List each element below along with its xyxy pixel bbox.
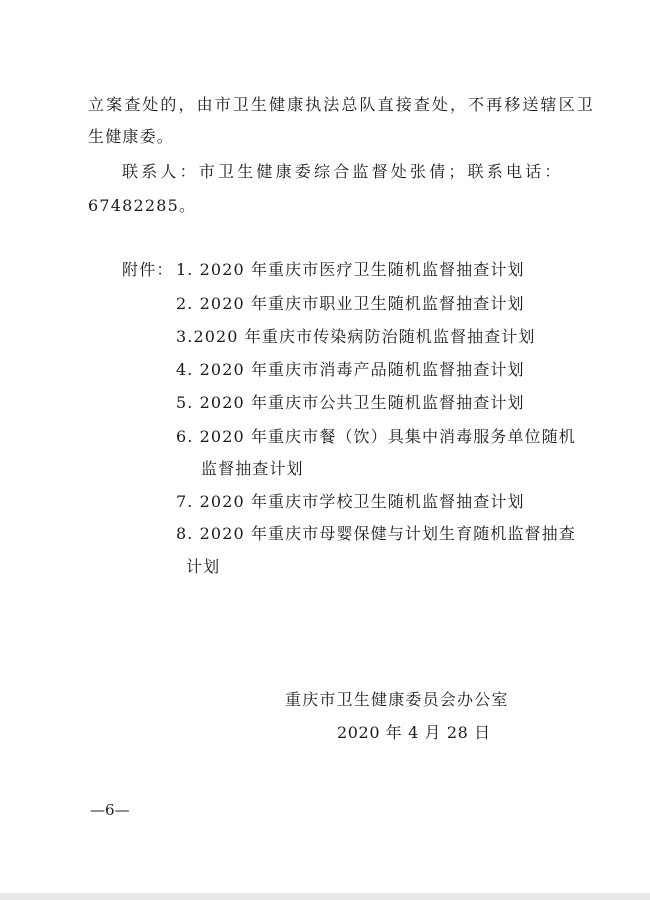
attachment-item-6: 6. 2020 年重庆市餐（饮）具集中消毒服务单位随机 bbox=[176, 427, 576, 446]
attachments-label: 附件： bbox=[122, 260, 174, 279]
page-bottom-edge bbox=[0, 893, 650, 900]
attachment-item-7: 7. 2020 年重庆市学校卫生随机监督抽查计划 bbox=[176, 492, 525, 511]
body-paragraph-1-line-2: 生健康委。 bbox=[88, 127, 175, 146]
attachment-item-6-continuation: 监督抽查计划 bbox=[201, 459, 304, 478]
page-number: —6— bbox=[90, 801, 130, 819]
signature-organization: 重庆市卫生健康委员会办公室 bbox=[285, 690, 509, 709]
contact-phone: 67482285。 bbox=[88, 196, 197, 215]
attachment-item-2: 2. 2020 年重庆市职业卫生随机监督抽查计划 bbox=[176, 294, 525, 313]
body-paragraph-1-line-1: 立案查处的，由市卫生健康执法总队直接查处，不再移送辖区卫 bbox=[88, 95, 595, 114]
attachment-item-5: 5. 2020 年重庆市公共卫生随机监督抽查计划 bbox=[176, 393, 525, 412]
signature-date: 2020 年 4 月 28 日 bbox=[337, 723, 491, 742]
attachment-item-4: 4. 2020 年重庆市消毒产品随机监督抽查计划 bbox=[176, 360, 525, 379]
attachment-item-8-continuation: 计划 bbox=[186, 557, 221, 576]
contact-line: 联系人：市卫生健康委综合监督处张倩；联系电话： bbox=[122, 162, 564, 181]
attachment-item-1: 1. 2020 年重庆市医疗卫生随机监督抽查计划 bbox=[176, 260, 525, 279]
attachment-item-3: 3.2020 年重庆市传染病防治随机监督抽查计划 bbox=[176, 327, 536, 346]
attachment-item-8: 8. 2020 年重庆市母婴保健与计划生育随机监督抽查 bbox=[176, 524, 576, 543]
